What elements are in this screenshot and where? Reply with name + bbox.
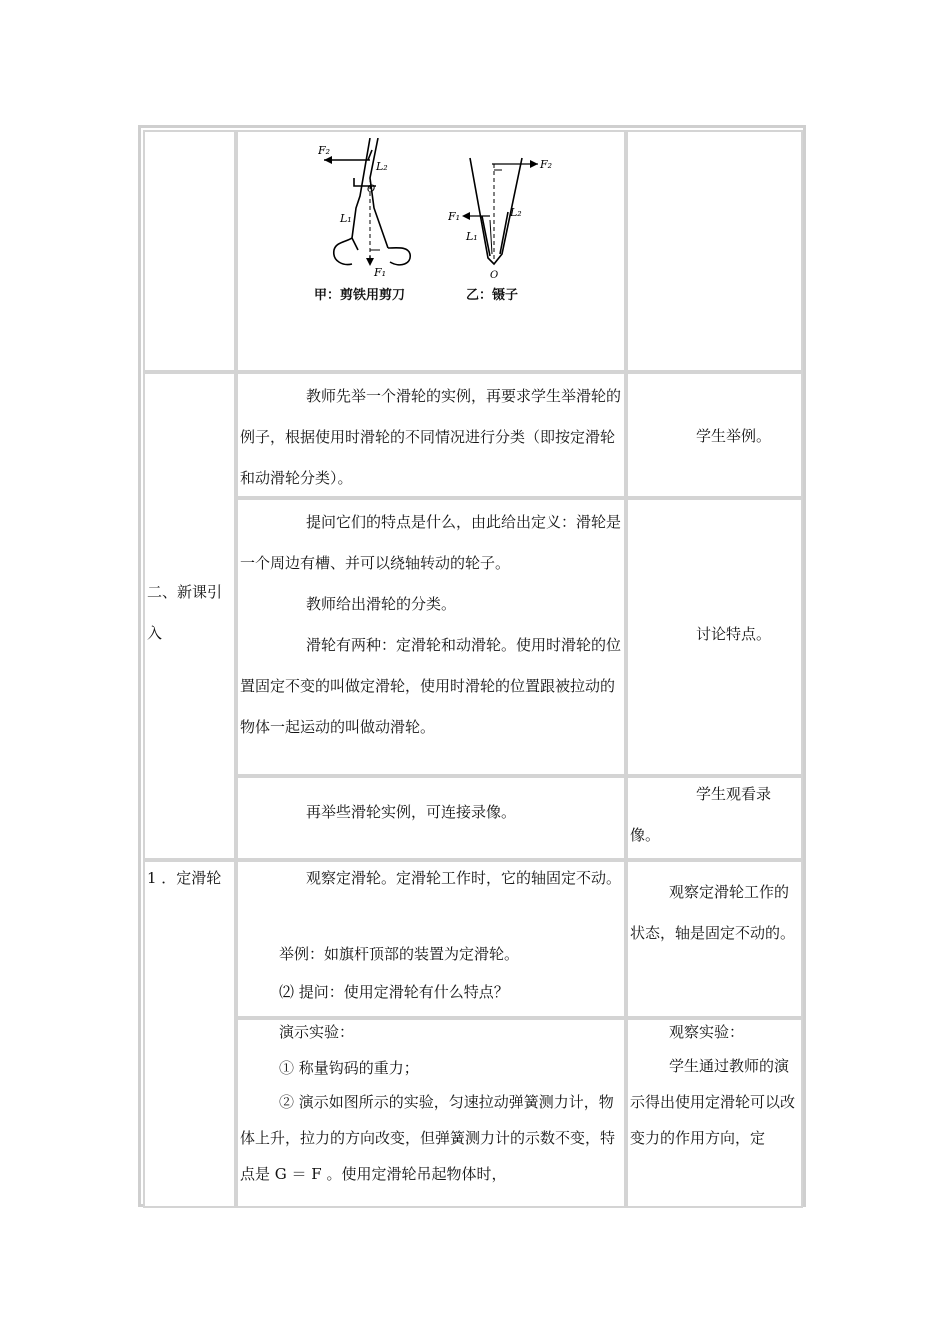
tweezers-l1-label: L₁: [466, 230, 478, 243]
teacher-text-2-2a: 提问它们的特点是什么，由此给出定义：滑轮是一个周边有槽、并可以绕轴转动的轮子。: [240, 513, 622, 572]
stage-cell-new-lesson: [143, 372, 236, 860]
student-text-2-3: 学生观看录像。: [630, 785, 772, 844]
student-cell-2-2: [626, 498, 803, 776]
scissors-figure: [318, 138, 438, 293]
scissors-f1-label: F₁: [374, 266, 387, 279]
student-cell-3-2: [626, 1018, 803, 1208]
student-cell-2-1: [626, 372, 803, 498]
stage-cell-empty: [143, 130, 236, 372]
teacher-cell-3-1: [236, 860, 626, 1018]
teacher-text-3-1b: 举例：如旗杆顶部的装置为定滑轮。: [279, 945, 520, 963]
student-cell-empty: [626, 130, 803, 372]
tweezers-f1-label: F₁: [448, 210, 461, 223]
student-cell-3-1: [626, 860, 803, 1018]
scissors-l1-label: L₁: [340, 212, 352, 225]
figure-cell: [236, 130, 626, 372]
teacher-text-3-2c: ② 演示如图所示的实验，匀速拉动弹簧测力计，物体上升，拉力的方向改变，但弹簧测力计的示数不变，特点是 G ＝ F 。使用定滑轮吊起物体时，: [240, 1093, 616, 1183]
scissors-l2-label: L₂: [376, 160, 388, 173]
lesson-table: [138, 125, 806, 1207]
stage-fixed-pulley: 1 ．定滑轮: [147, 869, 222, 887]
scissors-caption: 甲：剪铁用剪刀: [314, 288, 406, 303]
teacher-cell-2-1: [236, 372, 626, 498]
scissors-o-label: O: [367, 184, 376, 195]
teacher-cell-2-2: [236, 498, 626, 776]
teacher-text-3-2b: ① 称量钩码的重力；: [279, 1059, 419, 1077]
student-text-3-2a: 观察实验：: [669, 1023, 745, 1041]
teacher-text-2-1: 教师先举一个滑轮的实例，再要求学生举滑轮的例子，根据使用时滑轮的不同情况进行分类（即按定滑轮和动滑轮分类）。: [240, 387, 622, 487]
student-cell-2-3: [626, 776, 803, 860]
teacher-text-2-3: 再举些滑轮实例，可连接录像。: [306, 803, 517, 821]
teacher-cell-3-2: [236, 1018, 626, 1208]
tweezers-f2-label: F₂: [540, 158, 553, 171]
student-text-2-1: 学生举例。: [696, 427, 772, 445]
teacher-text-2-2c: 滑轮有两种：定滑轮和动滑轮。使用时滑轮的位置固定不变的叫做定滑轮，使用时滑轮的位置跟被拉动的物体一起运动的叫做动滑轮。: [240, 636, 622, 736]
student-text-3-2b: 学生通过教师的演示得出使用定滑轮可以改变力的作用方向，定: [630, 1057, 796, 1147]
stage-cell-fixed-pulley: [143, 860, 236, 1208]
student-text-3-1: 观察定滑轮工作的状态，轴是固定不动的。: [630, 883, 796, 942]
tweezers-l2-label: L₂: [510, 206, 522, 219]
tweezers-o-label: O: [490, 270, 499, 281]
scissors-f2-label: F₂: [318, 144, 331, 157]
teacher-cell-2-3: [236, 776, 626, 860]
tweezers-figure: [448, 146, 558, 286]
stage-new-lesson: 二、新课引入: [147, 583, 223, 642]
tweezers-caption: 乙：镊子: [466, 288, 519, 303]
student-text-2-2: 讨论特点。: [696, 625, 772, 643]
teacher-text-3-1c: ⑵ 提问：使用定滑轮有什么特点？: [279, 983, 509, 1001]
teacher-text-3-1a: 观察定滑轮。定滑轮工作时，它的轴固定不动。: [306, 869, 622, 887]
teacher-text-3-2a: 演示实验：: [279, 1023, 355, 1041]
teacher-text-2-2b: 教师给出滑轮的分类。: [306, 595, 457, 613]
